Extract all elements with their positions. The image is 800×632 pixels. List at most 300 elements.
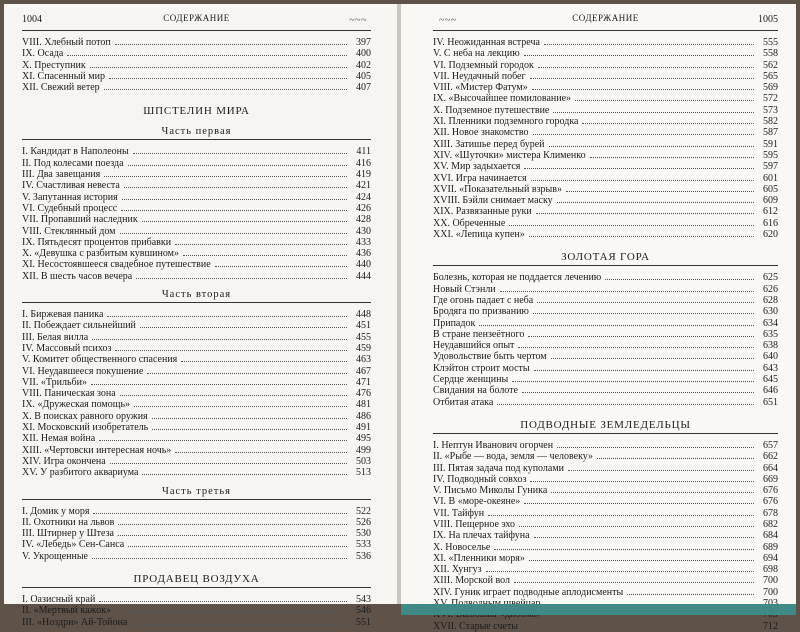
toc-entry	[433, 440, 778, 451]
dot-leader	[529, 236, 754, 237]
dot-leader	[118, 524, 347, 525]
entry-title: X. Преступник	[22, 59, 86, 71]
toc-entry	[433, 48, 778, 59]
toc-entry	[22, 309, 371, 320]
entry-title: II. Побеждает сильнейший	[22, 320, 136, 332]
toc-entry	[22, 226, 371, 237]
toc-entry	[22, 82, 371, 93]
entry-title: XV. У разбитого аквариума	[22, 467, 139, 479]
toc-entry	[22, 237, 371, 248]
entry-title: V. Письмо Миколы Гуника	[433, 485, 548, 497]
dot-leader	[500, 291, 754, 292]
entry-page-number: 669	[763, 473, 778, 485]
entry-title: XII. Хунгуз	[433, 564, 482, 576]
toc-entry	[433, 508, 778, 519]
entry-title: I. Домик у моря	[22, 505, 90, 517]
entry-page-number: 533	[356, 539, 371, 551]
entry-page-number: 572	[763, 93, 778, 105]
entry-page-number: 625	[763, 272, 778, 284]
entry-title: Отбитая атака	[433, 396, 494, 408]
toc-entry	[22, 158, 371, 169]
toc-entry	[22, 248, 371, 259]
dot-leader	[131, 624, 347, 625]
toc-list	[22, 37, 371, 93]
toc-entry	[433, 60, 778, 71]
entry-page-number: 712	[763, 620, 778, 632]
entry-title: Болезнь, которая не поддается лечению	[433, 272, 602, 284]
entry-title: XIII. «Чертовски интересная ночь»	[22, 444, 172, 456]
toc-entry	[22, 605, 371, 616]
page-number: 1004	[22, 14, 42, 25]
toc-entry	[22, 366, 371, 377]
dot-leader	[147, 373, 347, 374]
entry-page-number: 416	[356, 157, 371, 169]
entry-title: XIX. Развязанные руки	[433, 206, 532, 218]
part-title: Часть третья	[22, 485, 371, 500]
dot-leader	[509, 225, 754, 226]
entry-title: XII. Свежий ветер	[22, 82, 100, 94]
dot-leader	[121, 210, 347, 211]
entry-page-number: 526	[356, 516, 371, 528]
entry-page-number: 609	[763, 195, 778, 207]
dot-leader	[536, 213, 754, 214]
entry-title: VI. Подземный городок	[433, 59, 534, 71]
entry-page-number: 676	[763, 485, 778, 497]
book-title: ПОДВОДНЫЕ ЗЕМЛЕДЕЛЬЦЫ	[433, 418, 778, 434]
dot-leader	[67, 55, 347, 56]
dot-leader	[118, 535, 347, 536]
entry-page-number: 591	[763, 138, 778, 150]
entry-page-number: 700	[763, 586, 778, 598]
toc-entry	[433, 218, 778, 229]
dot-leader	[136, 278, 347, 279]
entry-page-number: 486	[356, 410, 371, 422]
dot-leader	[99, 601, 347, 602]
toc-entry	[22, 517, 371, 528]
entry-page-number: 573	[763, 104, 778, 116]
toc-list	[433, 272, 778, 408]
entry-title: IV. Подводный совхоз	[433, 473, 527, 485]
toc-entry	[433, 229, 778, 240]
entry-page-number: 522	[356, 505, 371, 517]
dot-leader	[528, 336, 754, 337]
entry-title: IX. «Высочайшее помилование»	[433, 93, 572, 105]
dot-leader	[531, 180, 754, 181]
entry-title: VIII. Стеклянный дом	[22, 225, 116, 237]
entry-title: XI. Несостоявшееся свадебное путешествие	[22, 259, 211, 271]
toc-entry	[22, 411, 371, 422]
entry-title: XI. Московский изобретатель	[22, 422, 149, 434]
dot-leader	[534, 370, 754, 371]
toc-list	[22, 309, 371, 478]
dot-leader	[128, 546, 347, 547]
toc-entry	[22, 60, 371, 71]
dot-leader	[142, 221, 347, 222]
book-title: ПРОДАВЕЦ ВОЗДУХА	[22, 572, 371, 588]
toc-entry	[22, 71, 371, 82]
toc-entry	[433, 621, 778, 632]
entry-title: Свидания на болоте	[433, 385, 518, 397]
entry-title: II. Охотники на львов	[22, 516, 115, 528]
dot-leader	[518, 347, 754, 348]
entry-page-number: 495	[356, 433, 371, 445]
toc-entry	[433, 340, 778, 351]
dot-leader	[109, 78, 347, 79]
entry-page-number: 645	[763, 374, 778, 386]
toc-entry	[433, 184, 778, 195]
entry-title: I. Оазисный край	[22, 593, 96, 605]
toc-entry	[433, 284, 778, 295]
dot-leader	[99, 440, 347, 441]
entry-title: III. Пятая задача под куполами	[433, 462, 565, 474]
entry-page-number: 640	[763, 351, 778, 363]
entry-page-number: 678	[763, 507, 778, 519]
entry-title: XVII. «Показательный взрыв»	[433, 183, 562, 195]
entry-page-number: 448	[356, 309, 371, 321]
toc-entry	[22, 180, 371, 191]
toc-list	[433, 37, 778, 240]
dot-leader	[91, 384, 347, 385]
entry-page-number: 616	[763, 217, 778, 229]
dot-leader	[519, 526, 754, 527]
dot-leader	[522, 628, 754, 629]
entry-page-number: 558	[763, 48, 778, 60]
toc-list	[22, 506, 371, 562]
toc-entry	[433, 127, 778, 138]
entry-page-number: 428	[356, 214, 371, 226]
toc-entry	[433, 397, 778, 408]
dot-leader	[533, 134, 754, 135]
entry-page-number: 467	[356, 365, 371, 377]
entry-page-number: 662	[763, 451, 778, 463]
toc-entry	[433, 318, 778, 329]
entry-title: XIV. Гуник играет подводные аплодисменты	[433, 586, 624, 598]
entry-title: III. Два завещания	[22, 169, 101, 181]
entry-page-number: 430	[356, 225, 371, 237]
toc-entry	[433, 485, 778, 496]
dot-leader	[175, 452, 347, 453]
toc-entry	[433, 463, 778, 474]
entry-page-number: 397	[356, 37, 371, 48]
toc-entry	[22, 271, 371, 282]
entry-page-number: 700	[763, 575, 778, 587]
entry-title: IX. Осада	[22, 48, 64, 60]
toc-entry	[22, 192, 371, 203]
toc-entry	[22, 377, 371, 388]
toc-entry	[433, 329, 778, 340]
dot-leader	[104, 89, 347, 90]
entry-page-number: 536	[356, 550, 371, 562]
entry-page-number: 638	[763, 340, 778, 352]
entry-title: XIII. Затишье перед бурей	[433, 138, 545, 150]
entry-page-number: 676	[763, 496, 778, 508]
entry-title: IV. Неожиданная встреча	[433, 37, 540, 48]
dot-leader	[530, 481, 754, 482]
toc-entry	[22, 456, 371, 467]
dot-leader	[90, 67, 347, 68]
entry-title: Неудавшийся опыт	[433, 340, 515, 352]
entry-page-number: 463	[356, 354, 371, 366]
page-number: 1005	[758, 14, 778, 25]
dot-leader	[120, 233, 347, 234]
dot-leader	[134, 406, 347, 407]
dot-leader	[551, 358, 754, 359]
entry-title: VI. В «море-океяне»	[433, 496, 521, 508]
entry-title: I. Биржевая паника	[22, 309, 104, 321]
entry-title: II. «Рыбе — вода, земля — человеку»	[433, 451, 594, 463]
toc-entry	[433, 496, 778, 507]
entry-page-number: 555	[763, 37, 778, 48]
entry-page-number: 684	[763, 530, 778, 542]
entry-page-number: 634	[763, 317, 778, 329]
running-head-title: СОДЕРЖАНИЕ	[572, 13, 639, 23]
entry-title: Бродяга по призванию	[433, 306, 529, 318]
entry-page-number: 440	[356, 259, 371, 271]
entry-title: V. Укрощенные	[22, 550, 88, 562]
entry-title: VII. Пропавший наследник	[22, 214, 138, 226]
toc-entry	[433, 385, 778, 396]
dot-leader	[181, 361, 347, 362]
toc-entry	[22, 354, 371, 365]
dot-leader	[133, 153, 347, 154]
dot-leader	[124, 187, 347, 188]
entry-page-number: 630	[763, 306, 778, 318]
entry-title: X. «Девушка с разбитым кувшином»	[22, 248, 179, 260]
dot-leader	[575, 100, 754, 101]
entry-title: Сердце женщины	[433, 374, 509, 386]
entry-page-number: 405	[356, 70, 371, 82]
entry-title: VI. Неудавшееся покушение	[22, 365, 144, 377]
dot-leader	[175, 244, 347, 245]
entry-page-number: 646	[763, 385, 778, 397]
entry-title: В стране пензеётного	[433, 328, 525, 340]
dot-leader	[128, 165, 347, 166]
entry-title: Где огонь падает с неба	[433, 294, 534, 306]
dot-leader	[530, 78, 754, 79]
running-head	[22, 8, 371, 31]
entry-title: IV. «Лебедь» Сен-Санса	[22, 539, 125, 551]
toc-entry	[433, 575, 778, 586]
entry-page-number: 698	[763, 564, 778, 576]
dot-leader	[627, 594, 754, 595]
entry-page-number: 407	[356, 82, 371, 94]
ornament-icon: ~~~	[349, 15, 367, 26]
entry-title: XII. Новое знакомство	[433, 127, 529, 139]
entry-title: VIII. «Мистер Фатум»	[433, 82, 528, 94]
entry-page-number: 476	[356, 388, 371, 400]
toc-entry	[433, 139, 778, 150]
entry-title: VIII. Паническая зона	[22, 388, 116, 400]
toc-entry	[433, 363, 778, 374]
entry-title: VII. Неудачный побег	[433, 70, 526, 82]
book-title: ШПСТЕЛИН МИРА	[143, 105, 250, 118]
toc-entry	[22, 467, 371, 478]
toc-entry	[433, 587, 778, 598]
dot-leader	[183, 255, 347, 256]
toc-entry	[22, 259, 371, 270]
dot-leader	[532, 89, 754, 90]
toc-entry	[22, 37, 371, 48]
dot-leader	[215, 266, 347, 267]
dot-leader	[545, 616, 754, 617]
entry-page-number: 421	[356, 180, 371, 192]
book-spread	[4, 4, 796, 632]
entry-title: XIV. «Шуточки» мистера Клименко	[433, 149, 586, 161]
dot-leader	[104, 176, 347, 177]
entry-page-number: 444	[356, 270, 371, 282]
toc-entry	[22, 146, 371, 157]
toc-entry	[433, 564, 778, 575]
dot-leader	[568, 470, 754, 471]
dot-leader	[122, 199, 347, 200]
dot-leader	[92, 558, 347, 559]
toc-entry	[433, 295, 778, 306]
entry-title: XI. Пленники подземного городка	[433, 116, 579, 128]
dot-leader	[533, 313, 754, 314]
entry-title: V. Запутанная история	[22, 191, 118, 203]
entry-page-number: 551	[356, 616, 371, 628]
dot-leader	[553, 112, 754, 113]
entry-title: Новый Стэнли	[433, 283, 496, 295]
entry-title: VI. Судебный процесс	[22, 202, 118, 214]
toc-entry	[22, 445, 371, 456]
toc-entry	[433, 173, 778, 184]
entry-title: VII. «Трильби»	[22, 376, 87, 388]
entry-page-number: 595	[763, 149, 778, 161]
toc-entry	[22, 48, 371, 59]
entry-title: XV. Мир задыхается	[433, 161, 521, 173]
toc-entry	[433, 351, 778, 362]
entry-page-number: 582	[763, 116, 778, 128]
entry-page-number: 419	[356, 169, 371, 181]
entry-page-number: 643	[763, 362, 778, 374]
dot-leader	[522, 392, 754, 393]
entry-page-number: 400	[356, 48, 371, 60]
entry-title: VII. Тайфун	[433, 507, 485, 519]
dot-leader	[557, 202, 754, 203]
dot-leader	[110, 463, 347, 464]
entry-page-number: 612	[763, 206, 778, 218]
dot-leader	[107, 316, 347, 317]
entry-title: XXI. «Лепица купен»	[433, 229, 525, 241]
entry-page-number: 635	[763, 328, 778, 340]
entry-page-number: 433	[356, 236, 371, 248]
entry-page-number: 402	[356, 59, 371, 71]
toc-list	[22, 146, 371, 282]
dot-leader	[549, 146, 754, 147]
toc-entry	[22, 506, 371, 517]
dot-leader	[115, 350, 347, 351]
toc-entry	[433, 474, 778, 485]
toc-entry	[433, 272, 778, 283]
entry-title: XI. «Пленники моря»	[433, 552, 525, 564]
toc-entry	[22, 528, 371, 539]
entry-page-number: 499	[356, 444, 371, 456]
entry-title: V. Комитет общественного спасения	[22, 354, 178, 366]
toc-entry	[433, 519, 778, 530]
entry-title: XVIII. Бэйли снимает маску	[433, 195, 553, 207]
toc-entry	[433, 553, 778, 564]
dot-leader	[538, 67, 754, 68]
toc-entry	[433, 374, 778, 385]
dot-leader	[479, 325, 754, 326]
toc-entry	[433, 82, 778, 93]
toc-entry	[22, 422, 371, 433]
running-head-title: СОДЕРЖАНИЕ	[163, 13, 230, 23]
dot-leader	[152, 418, 347, 419]
dot-leader	[537, 302, 754, 303]
entry-title: XX. Обреченные	[433, 217, 506, 229]
entry-page-number: 565	[763, 70, 778, 82]
entry-page-number: 601	[763, 172, 778, 184]
entry-page-number: 587	[763, 127, 778, 139]
entry-title: XII. В шесть часов вечера	[22, 270, 133, 282]
book-cover-edge	[401, 604, 796, 615]
entry-page-number: 411	[356, 146, 371, 158]
part-title: Часть первая	[22, 125, 371, 140]
dot-leader	[529, 560, 754, 561]
toc-entry	[22, 169, 371, 180]
entry-title: IX. Пятьдесят процентов прибавки	[22, 236, 172, 248]
entry-page-number: 689	[763, 541, 778, 553]
dot-leader	[115, 612, 347, 613]
dot-leader	[140, 327, 347, 328]
book-title: ЗОЛОТАЯ ГОРА	[433, 250, 778, 266]
entry-page-number: 562	[763, 59, 778, 71]
toc-entry	[433, 37, 778, 48]
entry-title: XIII. Морской вол	[433, 575, 511, 587]
dot-leader	[93, 513, 347, 514]
toc-list	[22, 594, 371, 628]
dot-leader	[582, 123, 754, 124]
entry-page-number: 569	[763, 82, 778, 94]
entry-page-number: 481	[356, 399, 371, 411]
entry-page-number: 459	[356, 342, 371, 354]
toc-entry	[22, 433, 371, 444]
entry-title: III. «Ноздри» Ай-Тойона	[22, 616, 128, 628]
entry-page-number: 657	[763, 439, 778, 451]
entry-title: XVI. Игра начинается	[433, 172, 527, 184]
entry-title: IX. На плечах тайфуна	[433, 530, 530, 542]
left-page	[4, 4, 397, 628]
entry-title: VIII. Пещерное эхо	[433, 518, 515, 530]
dot-leader	[597, 458, 754, 459]
toc-entry	[22, 617, 371, 628]
entry-page-number: 513	[356, 467, 371, 479]
entry-page-number: 503	[356, 455, 371, 467]
toc-entry	[433, 306, 778, 317]
entry-page-number: 682	[763, 518, 778, 530]
entry-page-number: 543	[356, 593, 371, 605]
entry-page-number: 491	[356, 422, 371, 434]
toc-entry	[22, 594, 371, 605]
dot-leader	[551, 492, 754, 493]
entry-title: II. Под колесами поезда	[22, 157, 124, 169]
entry-title: II. «Мертвый кажок»	[22, 605, 112, 617]
dot-leader	[557, 447, 754, 448]
entry-page-number: 694	[763, 552, 778, 564]
entry-page-number: 664	[763, 462, 778, 474]
entry-page-number: 597	[763, 161, 778, 173]
toc-entry	[433, 116, 778, 127]
toc-entry	[433, 105, 778, 116]
running-head	[433, 8, 778, 31]
dot-leader	[115, 44, 347, 45]
dot-leader	[514, 582, 754, 583]
dot-leader	[488, 515, 754, 516]
entry-title: V. С неба на лекцию	[433, 48, 520, 60]
entry-title: IX. «Дружеская помощь»	[22, 399, 131, 411]
